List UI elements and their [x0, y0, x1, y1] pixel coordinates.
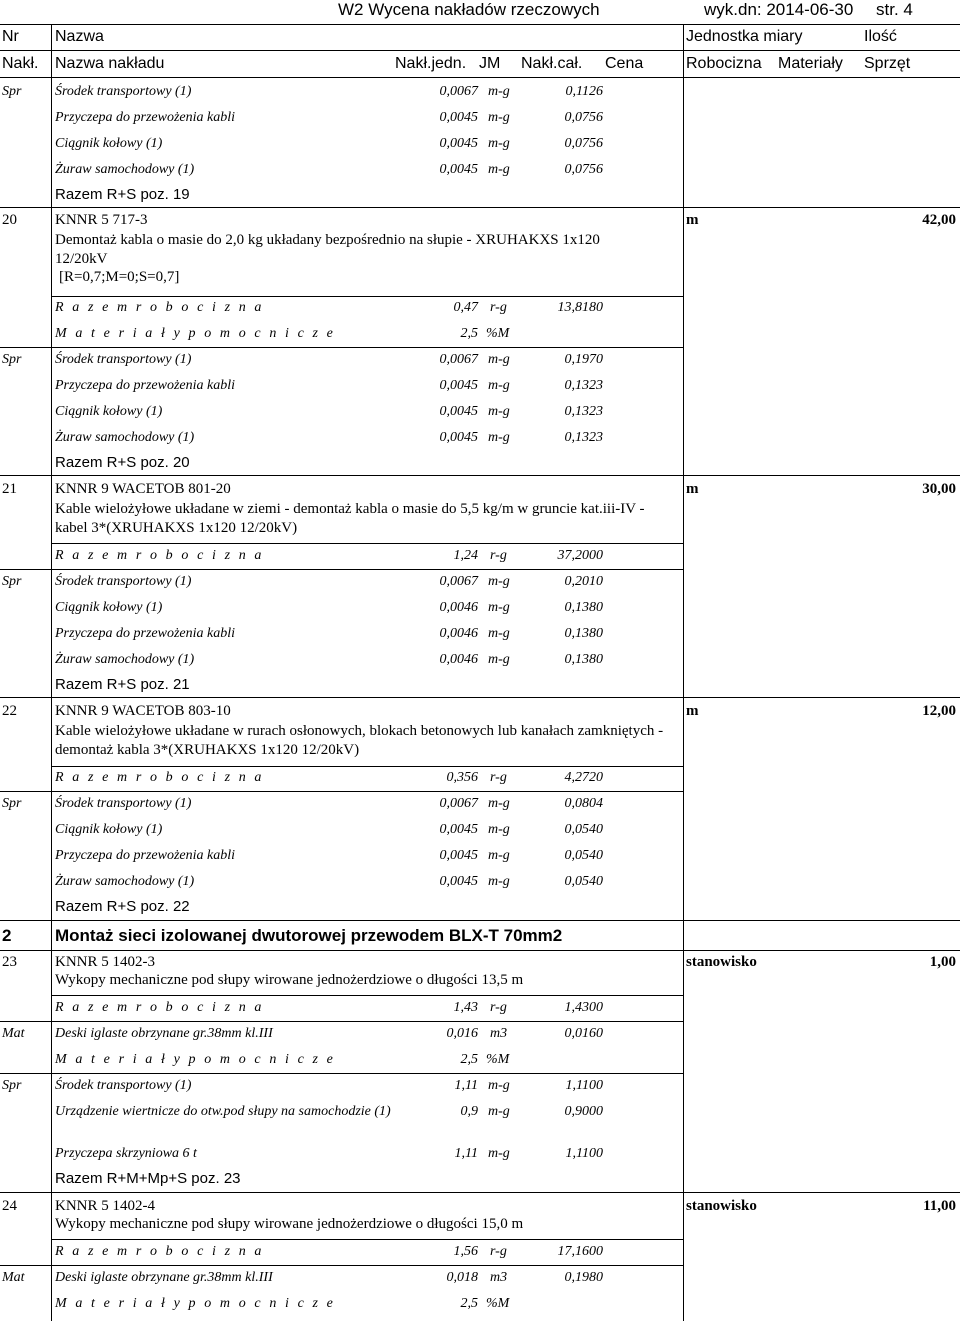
row-jm: m-g [488, 1104, 510, 1119]
row-name: Ciągnik kołowy (1) [55, 136, 163, 151]
position-qty: 1,00 [929, 954, 956, 970]
section-number: 2 [2, 926, 12, 945]
row-name: Przyczepa do przewożenia kabli [55, 626, 236, 641]
razem-summary: Razem R+S poz. 20 [55, 454, 190, 471]
row-unit-qty: 0,0067 [439, 796, 478, 811]
col-nakl-cal: Nakł.cał. [521, 55, 583, 72]
row-name: Przyczepa skrzyniowa 6 t [55, 1146, 197, 1161]
position-description: Kable wielożyłowe układane w ziemi - demontaż kabla o masie do 5,5 kg/m w gruncie kat.iii-IV - kabel 3*(XRUHAKXS 1x120 12/20kV) [55, 501, 645, 536]
row-total: 0,1126 [565, 84, 603, 99]
aux-materials-label: M a t e r i a ł y p o m o c n i c z e [55, 1052, 336, 1067]
row-total: 0,0756 [564, 136, 603, 151]
labor-total: 37,2000 [557, 548, 603, 563]
row-total: 0,1380 [564, 652, 603, 667]
col-cena: Cena [605, 55, 644, 72]
row-total: 0,1970 [564, 352, 603, 367]
aux-materials-qty: 2,5 [460, 1052, 478, 1067]
row-total: 0,0540 [564, 822, 603, 837]
row-name: Ciągnik kołowy (1) [55, 404, 163, 419]
position-code: KNNR 5 1402-3 [55, 954, 155, 970]
row-name: Ciągnik kołowy (1) [55, 600, 163, 615]
row-name: Deski iglaste obrzynane gr.38mm kl.III [55, 1270, 273, 1285]
row-total: 0,0540 [564, 848, 603, 863]
divider [0, 1265, 683, 1266]
divider [0, 347, 683, 348]
position-qty: 11,00 [923, 1198, 956, 1214]
aux-materials-label: M a t e r i a ł y p o m o c n i c z e [55, 1296, 336, 1311]
row-kind: Spr [2, 352, 22, 367]
row-jm: m-g [488, 1146, 510, 1161]
labor-jm: r-g [490, 1000, 507, 1015]
col-robocizna: Robocizna [686, 55, 762, 72]
row-total: 0,1323 [564, 404, 603, 419]
labor-unit-qty: 0,356 [446, 770, 478, 785]
row-jm: m-g [488, 110, 510, 125]
grid-line [683, 25, 684, 1321]
row-jm: m-g [488, 1078, 510, 1093]
position-jm: m [686, 481, 699, 497]
divider [0, 791, 683, 792]
labor-unit-qty: 1,24 [453, 548, 478, 563]
row-name: Przyczepa do przewożenia kabli [55, 848, 236, 863]
row-unit-qty: 0,0045 [439, 874, 478, 889]
row-name: Ciągnik kołowy (1) [55, 822, 163, 837]
divider [0, 1192, 960, 1193]
col-nazwa: Nazwa [55, 28, 104, 45]
position-code: KNNR 9 WACETOB 803-10 [55, 703, 231, 719]
position-jm: m [686, 212, 699, 228]
divider [51, 296, 683, 297]
labor-jm: r-g [490, 548, 507, 563]
row-total: 0,9000 [564, 1104, 603, 1119]
position-code: KNNR 5 1402-4 [55, 1198, 155, 1214]
row-unit-qty: 0,0045 [439, 404, 478, 419]
row-total: 0,0540 [564, 874, 603, 889]
labor-unit-qty: 0,47 [453, 300, 478, 315]
position-coefficients: [R=0,7;M=0;S=0,7] [59, 269, 180, 285]
col-nazwa-nakladu: Nazwa nakładu [55, 55, 165, 72]
row-name: Żuraw samochodowy (1) [55, 430, 195, 445]
aux-materials-qty: 2,5 [460, 326, 478, 341]
row-jm: m-g [488, 600, 510, 615]
page-number: str. 4 [876, 0, 913, 19]
row-unit-qty: 0,018 [446, 1270, 478, 1285]
row-unit-qty: 0,0046 [439, 600, 478, 615]
row-unit-qty: 0,0045 [439, 822, 478, 837]
divider [51, 995, 683, 996]
row-jm: m-g [488, 136, 510, 151]
row-total: 1,1100 [565, 1078, 603, 1093]
labor-total-label: R a z e m r o b o c i z n a [55, 548, 265, 563]
divider [0, 50, 960, 51]
divider [0, 950, 960, 951]
labor-jm: r-g [490, 1244, 507, 1259]
row-jm: m3 [490, 1270, 508, 1285]
row-unit-qty: 1,11 [454, 1078, 478, 1093]
row-jm: m-g [488, 378, 510, 393]
row-unit-qty: 0,0067 [439, 352, 478, 367]
position-code: KNNR 9 WACETOB 801-20 [55, 481, 231, 497]
row-unit-qty: 0,0045 [439, 136, 478, 151]
row-name: Przyczepa do przewożenia kabli [55, 110, 236, 125]
row-name: Żuraw samochodowy (1) [55, 874, 195, 889]
labor-unit-qty: 1,56 [453, 1244, 478, 1259]
row-jm: m-g [488, 796, 510, 811]
col-nakl-jedn: Nakł.jedn. [395, 55, 467, 72]
row-unit-qty: 0,0045 [439, 430, 478, 445]
labor-unit-qty: 1,43 [453, 1000, 478, 1015]
divider [0, 207, 960, 208]
row-name: Deski iglaste obrzynane gr.38mm kl.III [55, 1026, 273, 1041]
row-name: Przyczepa do przewożenia kabli [55, 378, 236, 393]
razem-summary: Razem R+S poz. 19 [55, 186, 190, 203]
row-jm: m-g [488, 574, 510, 589]
row-total: 0,1323 [564, 378, 603, 393]
col-nr: Nr [2, 28, 19, 45]
row-total: 1,1100 [565, 1146, 603, 1161]
position-number: 23 [2, 954, 17, 970]
row-name: Żuraw samochodowy (1) [55, 162, 195, 177]
col-ilosc: Ilość [864, 28, 897, 45]
labor-total: 4,2720 [564, 770, 603, 785]
row-total: 0,1980 [564, 1270, 603, 1285]
razem-summary: Razem R+S poz. 22 [55, 898, 190, 915]
row-jm: m3 [490, 1026, 508, 1041]
position-description: Kable wielożyłowe układane w rurach osłonowych, blokach betonowych lub kanałach zamkniętych - demontaż kabla 3*(XRUHAKXS 1x120 12/20kV) [55, 723, 664, 758]
row-total: 0,1380 [564, 600, 603, 615]
divider [0, 920, 960, 921]
row-unit-qty: 0,0067 [439, 84, 478, 99]
labor-total: 1,4300 [564, 1000, 603, 1015]
row-name: Środek transportowy (1) [55, 1078, 192, 1093]
divider [51, 1239, 683, 1240]
position-number: 22 [2, 703, 17, 719]
row-jm: m-g [488, 626, 510, 641]
row-unit-qty: 1,11 [454, 1146, 478, 1161]
row-kind: Spr [2, 84, 22, 99]
row-name: Urządzenie wiertnicze do otw.pod słupy na samochodzie (1) [55, 1104, 391, 1119]
row-total: 0,0756 [564, 162, 603, 177]
section-title: Montaż sieci izolowanej dwutorowej przewodem BLX-T 70mm2 [55, 926, 563, 945]
col-jm: JM [479, 55, 501, 72]
aux-materials-label: M a t e r i a ł y p o m o c n i c z e [55, 326, 336, 341]
divider [51, 543, 683, 544]
labor-total-label: R a z e m r o b o c i z n a [55, 300, 265, 315]
row-total: 0,0160 [564, 1026, 603, 1041]
row-jm: m-g [488, 162, 510, 177]
row-total: 0,0804 [564, 796, 603, 811]
row-name: Środek transportowy (1) [55, 352, 192, 367]
row-total: 0,1380 [564, 626, 603, 641]
labor-total: 17,1600 [557, 1244, 603, 1259]
row-jm: m-g [488, 404, 510, 419]
grid-line [51, 25, 52, 1321]
row-name: Środek transportowy (1) [55, 574, 192, 589]
row-kind: Spr [2, 1078, 22, 1093]
labor-total-label: R a z e m r o b o c i z n a [55, 770, 265, 785]
report-title: W2 Wycena nakładów rzeczowych [338, 0, 600, 19]
row-total: 0,0756 [564, 110, 603, 125]
divider [0, 697, 960, 698]
col-jednostka-miary: Jednostka miary [686, 28, 803, 45]
position-jm: stanowisko [686, 1198, 757, 1214]
row-unit-qty: 0,9 [460, 1104, 478, 1119]
row-unit-qty: 0,0046 [439, 626, 478, 641]
divider [0, 24, 960, 25]
divider [0, 1073, 683, 1074]
position-number: 20 [2, 212, 17, 228]
row-name: Żuraw samochodowy (1) [55, 652, 195, 667]
position-qty: 12,00 [922, 703, 956, 719]
row-name: Środek transportowy (1) [55, 796, 192, 811]
row-jm: m-g [488, 352, 510, 367]
divider [51, 766, 683, 767]
labor-total-label: R a z e m r o b o c i z n a [55, 1000, 265, 1015]
position-description: Wykopy mechaniczne pod słupy wirowane jednożerdziowe o długości 13,5 m [55, 972, 524, 988]
col-materialy: Materiały [778, 55, 843, 72]
aux-materials-jm: %M [486, 1296, 510, 1311]
row-jm: m-g [488, 652, 510, 667]
row-unit-qty: 0,0045 [439, 848, 478, 863]
report-date: wyk.dn: 2014-06-30 [704, 0, 854, 19]
row-unit-qty: 0,0045 [439, 162, 478, 177]
row-jm: m-g [488, 848, 510, 863]
row-unit-qty: 0,016 [446, 1026, 478, 1041]
divider [0, 1021, 683, 1022]
aux-materials-qty: 2,5 [460, 1296, 478, 1311]
labor-total-label: R a z e m r o b o c i z n a [55, 1244, 265, 1259]
position-number: 24 [2, 1198, 17, 1214]
row-kind: Mat [2, 1270, 25, 1285]
row-unit-qty: 0,0045 [439, 378, 478, 393]
labor-jm: r-g [490, 770, 507, 785]
position-qty: 42,00 [922, 212, 956, 228]
position-qty: 30,00 [922, 481, 956, 497]
divider [0, 77, 960, 78]
row-jm: m-g [488, 84, 510, 99]
row-unit-qty: 0,0045 [439, 110, 478, 125]
row-jm: m-g [488, 822, 510, 837]
position-jm: stanowisko [686, 954, 757, 970]
row-jm: m-g [488, 430, 510, 445]
position-description: Demontaż kabla o masie do 2,0 kg układany bezpośrednio na słupie - XRUHAKXS 1x120 12/20kV [55, 232, 600, 267]
aux-materials-jm: %M [486, 1052, 510, 1067]
divider [0, 475, 960, 476]
labor-total: 13,8180 [557, 300, 603, 315]
aux-materials-jm: %M [486, 326, 510, 341]
col-nakl: Nakł. [2, 55, 39, 72]
razem-summary: Razem R+S poz. 21 [55, 676, 190, 693]
row-kind: Spr [2, 796, 22, 811]
labor-jm: r-g [490, 300, 507, 315]
position-jm: m [686, 703, 699, 719]
row-unit-qty: 0,0067 [439, 574, 478, 589]
col-sprzet: Sprzęt [864, 55, 911, 72]
row-unit-qty: 0,0046 [439, 652, 478, 667]
row-total: 0,2010 [564, 574, 603, 589]
position-number: 21 [2, 481, 17, 497]
row-jm: m-g [488, 874, 510, 889]
row-total: 0,1323 [564, 430, 603, 445]
row-kind: Spr [2, 574, 22, 589]
razem-summary: Razem R+M+Mp+S poz. 23 [55, 1170, 241, 1187]
row-kind: Mat [2, 1026, 25, 1041]
row-name: Środek transportowy (1) [55, 84, 192, 99]
divider [0, 569, 683, 570]
position-code: KNNR 5 717-3 [55, 212, 148, 228]
position-description: Wykopy mechaniczne pod słupy wirowane jednożerdziowe o długości 15,0 m [55, 1216, 524, 1232]
